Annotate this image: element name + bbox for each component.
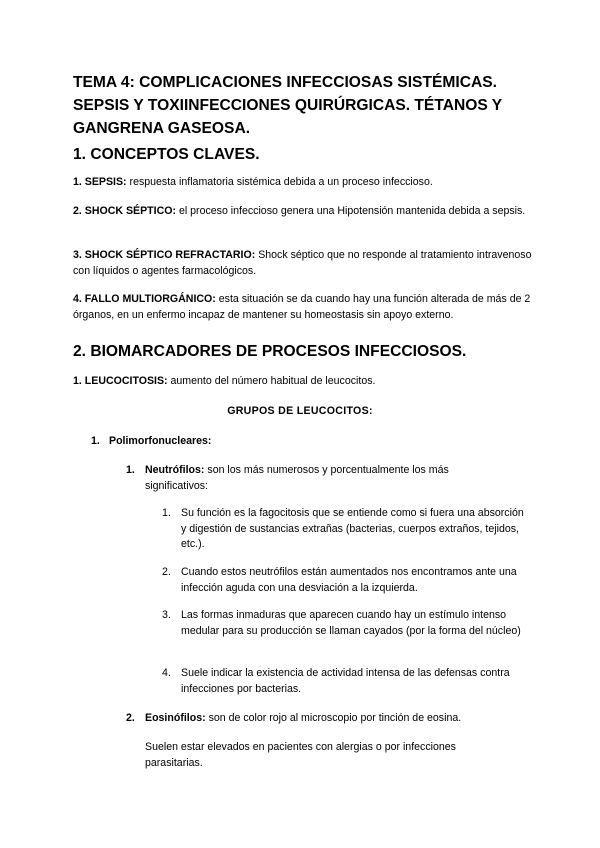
eosinofilos-extra: Suelen estar elevados en pacientes con alergias o por infecciones parasitarias. [145,741,456,769]
definition-text: Shock séptico que no responde al tratamiento intravenoso con líquidos o agentes farmacológicos. [73,249,532,277]
neutrofilos-description [145,463,485,494]
document-title: TEMA 4: COMPLICACIONES INFECCIOSAS SISTÉMICAS. SEPSIS Y TOXIINFECCIONES QUIRÚRGICAS. TÉTANOS Y GANGRENA GASEOSA. [73,74,502,137]
definition-text: el proceso infeccioso genera una Hipotensión mantenida debida a sepsis. [176,205,526,217]
list-number: 1. [162,507,171,519]
definition-shock-septico [73,204,535,220]
list-number: 1. [126,464,135,476]
list-number: 2. [162,566,171,578]
neutrofilos-point: Suele indicar la existencia de actividad intensa de las defensas contra infecciones por bacterias. [181,667,510,695]
list-number: 4. [162,667,171,679]
definition-fallo-multiorganico [73,292,535,323]
section-2-heading: 2. BIOMARCADORES DE PROCESOS INFECCIOSOS. [73,343,467,360]
neutrofilos-text: son los más numerosos y porcentualmente los más significativos: [145,464,449,492]
list-number: 1. [91,435,100,447]
definition-term: 1. LEUCOCITOSIS: [73,375,168,387]
definition-term: 3. SHOCK SÉPTICO REFRACTARIO: [73,249,256,261]
neutrofilos-term: Neutrófilos: [145,464,205,476]
list-number: 2. [126,712,135,724]
eosinofilos-term: Eosinófilos: [145,712,206,724]
eosinofilos-text: son de color rojo al microscopio por tinción de eosina. [205,712,462,724]
groups-heading: GRUPOS DE LEUCOCITOS: [227,405,373,417]
group-polimorfonucleares: Polimorfonucleares: [109,435,212,447]
definition-leucocitosis [73,374,535,390]
definition-sepsis [73,175,535,191]
neutrofilos-point: Cuando estos neutrófilos están aumentados nos encontramos ante una infección aguda con una desviación a la izquierda. [181,566,517,594]
definition-text: esta situación se da cuando hay una función alterada de más de 2 órganos, en un enfermo incapaz de mantener su homeostasis sin apoyo externo. [73,293,531,321]
definition-term: 4. FALLO MULTIORGÁNICO: [73,293,216,305]
eosinofilos-description [145,711,525,727]
list-number: 3. [162,609,171,621]
definition-text: respuesta inflamatoria sistémica debida a un proceso infeccioso. [126,176,433,188]
neutrofilos-point: Su función es la fagocitosis que se entiende como si fuera una absorción y digestión de sustancias extrañas (bacterias, cuerpos extraños, tejidos, etc.). [181,507,524,550]
definition-shock-refractario [73,248,535,279]
definition-term: 1. SEPSIS: [73,176,127,188]
neutrofilos-point: Las formas inmaduras que aparecen cuando hay un estímulo intenso medular para su producción se llaman cayados (por la forma del núcleo) [181,609,521,637]
definition-term: 2. SHOCK SÉPTICO: [73,205,177,217]
section-1-heading: 1. CONCEPTOS CLAVES. [73,146,260,163]
definition-text: aumento del número habitual de leucocitos. [167,375,376,387]
